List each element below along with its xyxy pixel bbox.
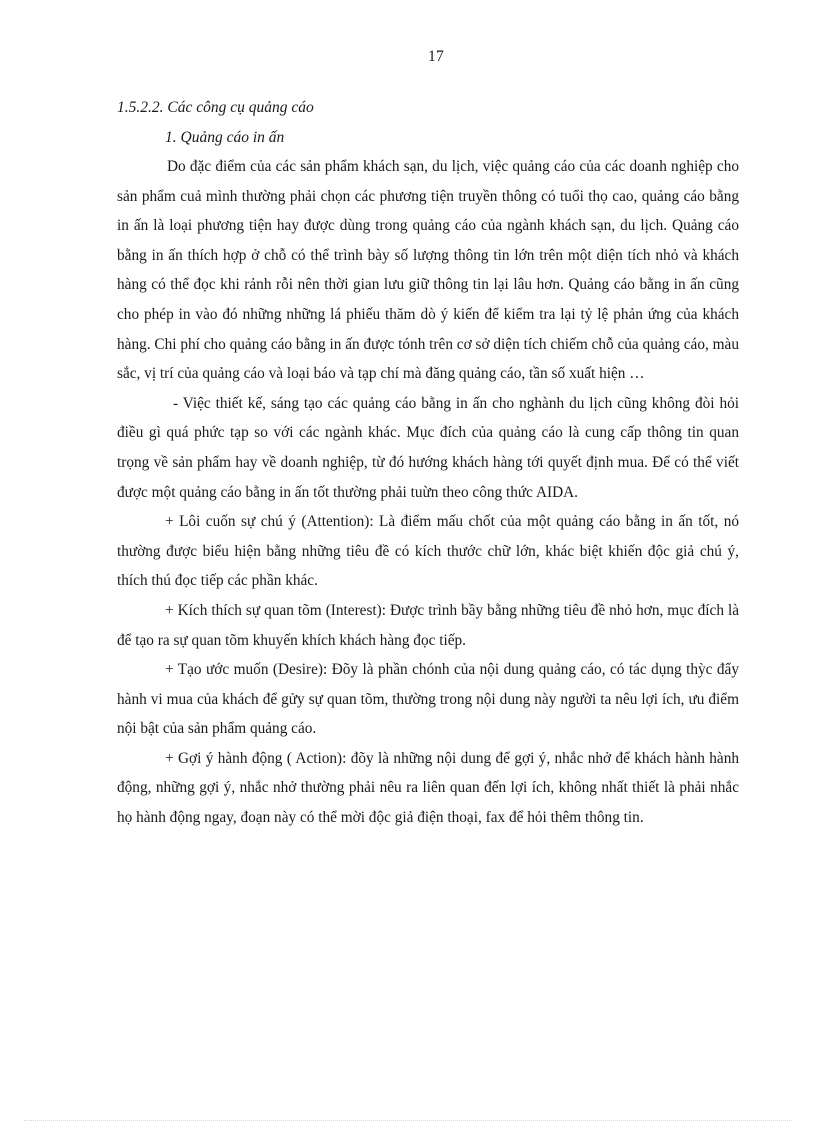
page-number: 17 — [428, 48, 444, 65]
page-bottom-divider — [24, 1120, 792, 1121]
paragraph-action: + Gợi ý hành động ( Action): đõy là những nội dung để gợi ý, nhắc nhở để khách hành hành động, những gợi ý, nhắc nhở thường phải nêu ra liên quan đến lợi ích, không nhất thiết là phải nhắc họ hành động ngay, đoạn này có thể mời độc giả điện thoại, fax để hỏi thêm thông tin. — [117, 749, 739, 827]
document-body — [117, 93, 739, 833]
paragraph-interest: + Kích thích sự quan tõm (Interest): Được trình bầy bằng những tiêu đề nhỏ hơn, mục đích là để tạo ra sự quan tõm khuyến khích khách hàng đọc tiếp. — [117, 601, 739, 649]
paragraph-attention: + Lôi cuốn sự chú ý (Attention): Là điểm mấu chốt của một quảng cáo bằng in ấn tốt, nó thường được biểu hiện bằng những tiêu đề có kích thước chữ lớn, khác biệt khiến độc giả chú ý, thích thú đọc tiếp các phần khác. — [117, 513, 739, 590]
paragraph-intro: Do đặc điểm của các sản phẩm khách sạn, du lịch, việc quảng cáo của các doanh nghiệp cho sản phẩm cuả mình thường phải chọn các phương tiện truyền thông có tuổi thọ cao, quảng cáo bằng in ấn là loại phương tiện hay được dùng trong quảng cáo của ngành khách sạn, du lịch. Quảng cáo bằng in ấn thích hợp ở chỗ có thể trình bày số lượng thông tin lớn trên một diện tích nhỏ và khách hàng có thể đọc khi rảnh rỗi nên thời gian lưu giữ thông tin lại lâu hơn. Quảng cáo bằng in ấn cũng cho phép in vào đó những những lá phiếu thăm dò ý kiến để kiểm tra lại tỷ lệ phản ứng của khách hàng. Chi phí cho quảng cáo bằng in ấn được tónh trên cơ sở diện tích chiếm chỗ của quảng cáo, màu sắc, vị trí của quảng cáo và loại báo và tạp chí mà đăng quảng cáo, tần số xuất hiện … — [117, 158, 739, 383]
subsection-heading: 1. Quảng cáo in ấn — [165, 128, 285, 146]
paragraph-desire: + Tạo ước muốn (Desire): Đõy là phần chónh của nội dung quảng cáo, có tác dụng thỳc đẩy hành vi mua của khách để gửy sự quan tõm, thường trong nội dung này người ta nêu lợi ích, ưu điểm nội bật của sản phẩm quảng cáo. — [117, 661, 739, 738]
paragraph-design: - Việc thiết kế, sáng tạo các quảng cáo bằng in ấn cho nghành du lịch cũng không đòi hỏi điều gì quá phức tạp so với các ngành khác. Mục đích của quảng cáo là cung cấp thông tin quan trọng về sản phẩm hay về doanh nghiệp, từ đó hướng khách hàng tới quyết định mua. Để có thể viết được một quảng cáo bằng in ấn tốt thường phải tuừn theo công thức AIDA. — [117, 394, 739, 501]
section-heading: 1.5.2.2. Các công cụ quảng cáo — [117, 99, 314, 116]
